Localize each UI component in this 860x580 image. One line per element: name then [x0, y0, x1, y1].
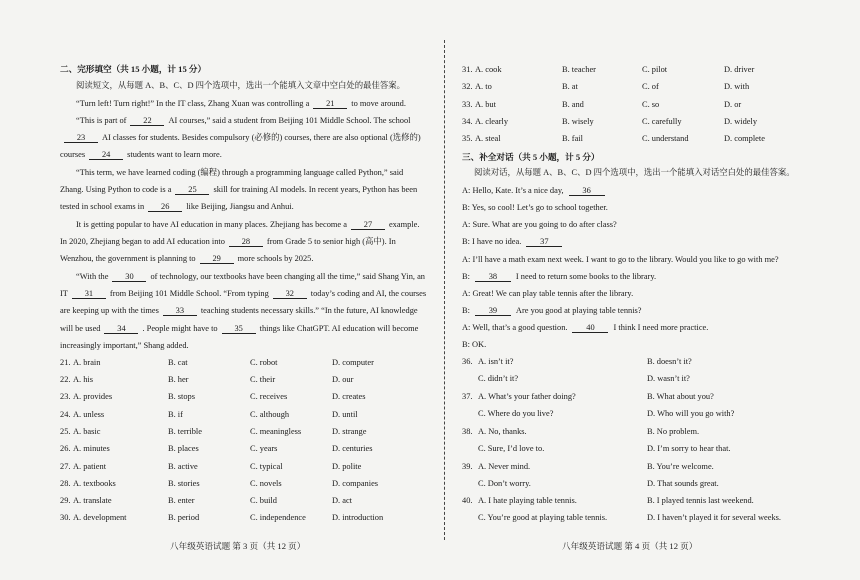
option-d: D. I’m sorry to hear that.	[647, 444, 731, 453]
option-c: C. meaningless	[250, 427, 302, 436]
option-a: A. unless	[73, 410, 105, 419]
question-number: 39.	[462, 462, 473, 471]
option-d: D. That sounds great.	[647, 479, 719, 488]
option-row	[60, 496, 432, 507]
passage-text: from Beijing 101 Middle School. “From typing	[109, 289, 269, 298]
option-b: B. What about you?	[647, 392, 714, 401]
option-a: A. translate	[73, 496, 112, 505]
answer-blank: 27	[351, 221, 385, 230]
answer-blank: 33	[163, 307, 197, 316]
option-b: B. You’re welcome.	[647, 462, 714, 471]
option-d: D. our	[332, 375, 354, 384]
option-c: C. understand	[642, 134, 689, 143]
option-row	[60, 375, 432, 386]
passage-text: from Grade 5 to senior high (高中). In	[266, 237, 396, 246]
question-number: 40.	[462, 496, 473, 505]
question-number: 21.	[60, 358, 71, 367]
question-number: 25.	[60, 427, 71, 436]
answer-blank: 35	[222, 325, 256, 334]
passage-text: are keeping up with the times	[60, 306, 159, 315]
option-a: A. provides	[73, 392, 113, 401]
option-a: A. What’s your father doing?	[478, 392, 576, 401]
passage-line	[60, 324, 418, 334]
passage-text: Zhang. Using Python to code is a	[60, 185, 172, 194]
passage-text: today’s coding and AI, the courses	[310, 289, 427, 298]
question-number: 33.	[462, 100, 473, 109]
question-number: 31.	[462, 65, 473, 74]
passage-text: students want to learn more.	[127, 150, 222, 159]
dialogue-line	[462, 237, 567, 247]
answer-blank: 28	[229, 238, 263, 247]
answer-blank: 40	[572, 324, 608, 333]
answer-blank: 25	[175, 186, 209, 195]
passage-text: increasingly important,” Shang added.	[60, 341, 189, 350]
option-c: C. their	[250, 375, 276, 384]
option-b: B. cat	[168, 358, 188, 367]
question-number: 27.	[60, 462, 71, 471]
passage-text: courses	[60, 150, 86, 159]
question-row	[462, 357, 807, 368]
option-b: B. her	[168, 375, 189, 384]
option-a: A. Never mind.	[478, 462, 531, 471]
passage-text: AI classes for students. Besides compulsory (必修的) courses, there are also optional (选修的)	[102, 133, 421, 142]
option-a: A. textbooks	[73, 479, 116, 488]
passage-text: more schools by 2025.	[237, 254, 314, 263]
dialogue-line	[462, 203, 608, 213]
option-a: A. I hate playing table tennis.	[478, 496, 577, 505]
passage-line	[60, 185, 417, 195]
answer-blank: 24	[89, 151, 123, 160]
passage-text: IT	[60, 289, 68, 298]
question-row	[462, 409, 807, 420]
passage-line	[60, 289, 426, 299]
option-c: C. typical	[250, 462, 283, 471]
dialogue-text: B:	[462, 272, 470, 281]
dialogue-text: B: I have no idea.	[462, 237, 522, 246]
option-row	[60, 513, 432, 524]
option-c: C. Sure, I’d love to.	[478, 444, 545, 453]
option-c: C. robot	[250, 358, 278, 367]
option-c: C. novels	[250, 479, 282, 488]
option-d: D. companies	[332, 479, 379, 488]
question-number: 29.	[60, 496, 71, 505]
dialogue-text: B: Yes, so cool! Let’s go to school together.	[462, 203, 608, 212]
passage-text: of technology, our textbooks have been changing all the time,” said Shang Yin, an	[150, 272, 425, 281]
option-d: D. or	[724, 100, 742, 109]
option-row	[462, 100, 807, 111]
option-c: C. of	[642, 82, 659, 91]
option-b: B. stories	[168, 479, 200, 488]
passage-text: AI courses,” said a student from Beijing 101 Middle School. The school	[168, 116, 411, 125]
option-b: B. and	[562, 100, 584, 109]
question-number: 26.	[60, 444, 71, 453]
dialogue-text: A: Great! We can play table tennis after the library.	[462, 289, 634, 298]
option-a: A. steal	[475, 134, 501, 143]
option-c: C. pilot	[642, 65, 668, 74]
option-b: B. places	[168, 444, 199, 453]
passage-text: to move around.	[351, 99, 406, 108]
option-b: B. terrible	[168, 427, 202, 436]
question-number: 37.	[462, 392, 473, 401]
question-number: 34.	[462, 117, 473, 126]
option-a: A. development	[73, 513, 127, 522]
passage-text: things like ChatGPT. AI education will become	[259, 324, 419, 333]
answer-blank: 22	[130, 117, 164, 126]
option-d: D. complete	[724, 134, 765, 143]
option-a: A. brain	[73, 358, 101, 367]
option-row	[462, 134, 807, 145]
passage-line	[60, 202, 294, 212]
option-d: D. computer	[332, 358, 374, 367]
dialogue-text: A: Well, that’s a good question.	[462, 323, 568, 332]
passage-text: “This term, we have learned coding (编程) through a programming language called Python,” said	[76, 168, 404, 177]
option-c: C. so	[642, 100, 660, 109]
question-row	[462, 392, 807, 403]
passage-text: Wenzhou, the government is planning to	[60, 254, 196, 263]
option-b: B. fail	[562, 134, 583, 143]
dialogue-line	[462, 220, 617, 230]
passage-text: example.	[388, 220, 420, 229]
dialogue-text: A: I’ll have a math exam next week. I want to go to the library. Would you like to go with me?	[462, 255, 779, 264]
option-a: A. clearly	[475, 117, 509, 126]
passage-line	[60, 150, 222, 160]
option-d: D. centuries	[332, 444, 373, 453]
option-b: B. I played tennis last weekend.	[647, 496, 754, 505]
question-number: 28.	[60, 479, 71, 488]
option-a: A. cook	[475, 65, 502, 74]
option-c: C. Where do you live?	[478, 409, 554, 418]
option-d: D. Who will you go with?	[647, 409, 735, 418]
dialogue-instructions: 阅读对话，从每题 A、B、C、D 四个选项中，选出一个能填入对话空白处的最佳答案。	[474, 168, 795, 177]
page-footer-4: 八年级英语试题 第 4 页（共 12 页）	[562, 541, 698, 551]
option-row	[462, 117, 807, 128]
dialogue-line	[462, 255, 779, 265]
option-b: B. stops	[168, 392, 195, 401]
answer-blank: 26	[148, 203, 182, 212]
passage-line	[60, 133, 421, 143]
option-d: D. act	[332, 496, 352, 505]
option-b: B. teacher	[562, 65, 596, 74]
option-c: C. You’re good at playing table tennis.	[478, 513, 608, 522]
dialogue-text: A: Sure. What are you going to do after class?	[462, 220, 617, 229]
option-b: B. No problem.	[647, 427, 700, 436]
answer-blank: 36	[569, 187, 605, 196]
option-row	[60, 479, 432, 490]
dialogue-line	[462, 306, 642, 316]
answer-blank: 38	[475, 273, 511, 282]
passage-line	[60, 341, 189, 351]
option-row	[462, 65, 807, 76]
option-c: C. years	[250, 444, 278, 453]
dialogue-text: B:	[462, 306, 470, 315]
passage-text: will be used	[60, 324, 101, 333]
question-number: 30.	[60, 513, 71, 522]
passage-line	[60, 254, 313, 264]
option-d: D. introduction	[332, 513, 384, 522]
passage-line	[76, 99, 406, 109]
option-b: B. wisely	[562, 117, 594, 126]
option-d: D. with	[724, 82, 750, 91]
option-d: D. I haven’t played it for several weeks.	[647, 513, 782, 522]
question-row	[462, 462, 807, 473]
question-row	[462, 444, 807, 455]
option-c: C. although	[250, 410, 290, 419]
passage-line	[76, 272, 425, 282]
question-number: 35.	[462, 134, 473, 143]
option-a: A. his	[73, 375, 94, 384]
option-row	[60, 410, 432, 421]
answer-blank: 34	[104, 325, 138, 334]
option-c: C. Don’t worry.	[478, 479, 531, 488]
option-a: A. minutes	[73, 444, 110, 453]
option-d: D. until	[332, 410, 358, 419]
section-title-dialogue: 三、补全对话（共 5 小题，计 5 分）	[462, 152, 600, 162]
option-a: A. isn’t it?	[478, 357, 514, 366]
option-row	[60, 444, 432, 455]
question-number: 38.	[462, 427, 473, 436]
question-row	[462, 496, 807, 507]
option-c: C. receives	[250, 392, 288, 401]
option-c: C. carefully	[642, 117, 682, 126]
passage-line	[60, 237, 396, 247]
passage-line	[76, 220, 419, 230]
passage-text: “This is part of	[76, 116, 127, 125]
dialogue-line	[462, 272, 656, 282]
passage-text: “Turn left! Turn right!” In the IT class, Zhang Xuan was controlling a	[76, 99, 310, 108]
question-row	[462, 513, 807, 524]
passage-text: . People might have to	[142, 324, 218, 333]
option-d: D. polite	[332, 462, 362, 471]
option-row	[60, 392, 432, 403]
question-row	[462, 374, 807, 385]
option-row	[60, 427, 432, 438]
page-divider	[444, 40, 446, 540]
answer-blank: 37	[526, 238, 562, 247]
answer-blank: 31	[72, 290, 106, 299]
question-number: 23.	[60, 392, 71, 401]
option-c: C. independence	[250, 513, 306, 522]
dialogue-text: B: OK.	[462, 340, 487, 349]
option-d: D. strange	[332, 427, 367, 436]
option-a: A. No, thanks.	[478, 427, 527, 436]
dialogue-line	[462, 186, 610, 196]
option-c: C. didn’t it?	[478, 374, 519, 383]
option-b: B. period	[168, 513, 200, 522]
question-number: 22.	[60, 375, 71, 384]
question-number: 24.	[60, 410, 71, 419]
passage-text: It is getting popular to have AI education in many places. Zhejiang has become a	[76, 220, 347, 229]
option-row	[60, 358, 432, 369]
option-a: A. but	[475, 100, 496, 109]
passage-text: tested in school exams in	[60, 202, 145, 211]
option-a: A. basic	[73, 427, 101, 436]
option-b: B. if	[168, 410, 183, 419]
question-number: 36.	[462, 357, 473, 366]
option-d: D. wasn’t it?	[647, 374, 690, 383]
passage-line	[60, 306, 418, 316]
option-a: A. to	[475, 82, 492, 91]
question-number: 32.	[462, 82, 473, 91]
option-d: D. widely	[724, 117, 758, 126]
passage-text: “With the	[76, 272, 109, 281]
option-b: B. at	[562, 82, 578, 91]
answer-blank: 23	[64, 134, 98, 143]
passage-line	[76, 116, 410, 126]
option-b: B. active	[168, 462, 198, 471]
answer-blank: 32	[273, 290, 307, 299]
answer-blank: 30	[112, 273, 146, 282]
passage-text: In 2020, Zhejiang began to add AI education into	[60, 237, 225, 246]
passage-line	[76, 168, 403, 178]
dialogue-line	[462, 340, 486, 350]
cloze-instructions: 阅读短文，从每题 A、B、C、D 四个选项中，选出一个能填入文章中空白处的最佳答案。	[76, 81, 405, 90]
passage-text: skill for training AI models. In recent years, Python has been	[213, 185, 418, 194]
dialogue-line	[462, 289, 633, 299]
dialogue-text: Are you good at playing table tennis?	[515, 306, 642, 315]
passage-text: like Beijing, Jiangsu and Anhui.	[186, 202, 294, 211]
option-d: D. driver	[724, 65, 755, 74]
question-row	[462, 479, 807, 490]
passage-text: teaching students necessary skills.” “In the future, AI knowledge	[200, 306, 418, 315]
option-row	[462, 82, 807, 93]
option-b: B. enter	[168, 496, 195, 505]
option-d: D. creates	[332, 392, 366, 401]
option-c: C. build	[250, 496, 277, 505]
dialogue-text: I need to return some books to the library.	[515, 272, 657, 281]
option-row	[60, 462, 432, 473]
answer-blank: 39	[475, 307, 511, 316]
option-a: A. patient	[73, 462, 107, 471]
dialogue-text: A: Hello, Kate. It’s a nice day,	[462, 186, 564, 195]
section-title-cloze: 二、完形填空（共 15 小题，计 15 分）	[60, 64, 207, 74]
answer-blank: 29	[200, 255, 234, 264]
dialogue-line	[462, 323, 708, 333]
page-footer-3: 八年级英语试题 第 3 页（共 12 页）	[170, 541, 306, 551]
answer-blank: 21	[313, 100, 347, 109]
option-b: B. doesn’t it?	[647, 357, 692, 366]
dialogue-text: I think I need more practice.	[613, 323, 709, 332]
question-row	[462, 427, 807, 438]
